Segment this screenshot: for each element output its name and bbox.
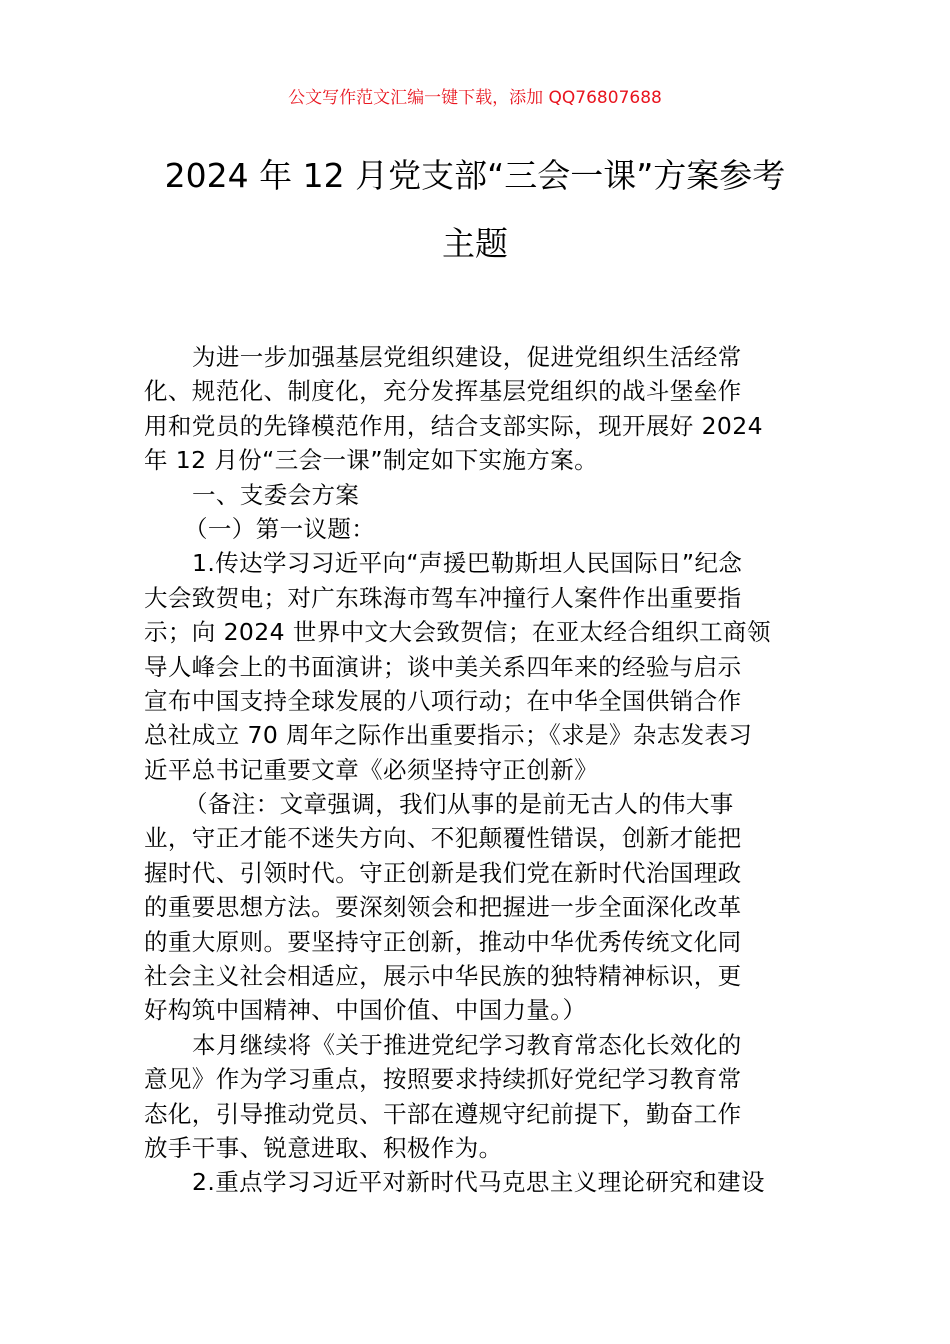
- remark-paragraph-line: 的重大原则。要坚持守正创新，推动中华优秀传统文化同: [144, 927, 742, 956]
- document-title-line-2: 主题: [442, 224, 508, 263]
- remark-paragraph-line: 的重要思想方法。要深刻领会和把握进一步全面深化改革: [144, 893, 742, 922]
- study-focus-paragraph-line: 本月继续将《关于推进党纪学习教育常态化长效化的: [192, 1030, 742, 1059]
- intro-paragraph-line: 用和党员的先锋模范作用，结合支部实际，现开展好 2024: [144, 411, 763, 440]
- study-focus-paragraph-line: 意见》作为学习重点，按照要求持续抓好党纪学习教育常: [144, 1065, 742, 1094]
- download-promo-note: 公文写作范文汇编一键下载，添加 QQ76807688: [288, 88, 662, 108]
- item-1-line: 示；向 2024 世界中文大会致贺信；在亚太经合组织工商领: [144, 618, 771, 647]
- remark-paragraph-line: 好构筑中国精神、中国价值、中国力量。）: [144, 996, 587, 1025]
- document-body: [144, 340, 810, 1200]
- study-focus-paragraph-line: 态化，引导推动党员、干部在遵规守纪前提下，勤奋工作: [144, 1099, 742, 1128]
- item-1-line: 大会致贺电；对广东珠海市驾车冲撞行人案件作出重要指: [144, 583, 742, 612]
- intro-paragraph-line: 年 12 月份“三会一课”制定如下实施方案。: [144, 446, 598, 475]
- intro-paragraph-line: 为进一步加强基层党组织建设，促进党组织生活经常: [192, 343, 742, 371]
- remark-paragraph-line: 业，守正才能不迷失方向、不犯颠覆性错误，创新才能把: [144, 824, 742, 853]
- section-heading-branch-committee: 一、支委会方案: [192, 480, 360, 509]
- remark-paragraph-line: 握时代、引领时代。守正创新是我们党在新时代治国理政: [144, 858, 742, 887]
- intro-paragraph-line: 化、规范化、制度化，充分发挥基层党组织的战斗堡垒作: [144, 377, 742, 406]
- subsection-heading-first-topic: （一）第一议题：: [184, 514, 376, 543]
- item-1-line: 导人峰会上的书面演讲；谈中美关系四年来的经验与启示: [144, 652, 742, 681]
- remark-paragraph-line: 社会主义社会相适应，展示中华民族的独特精神标识，更: [144, 962, 742, 991]
- item-1-line: 宣布中国支持全球发展的八项行动；在中华全国供销合作: [144, 686, 742, 715]
- remark-paragraph-line: （备注：文章强调，我们从事的是前无古人的伟大事: [184, 790, 734, 819]
- item-2-line: 2.重点学习习近平对新时代马克思主义理论研究和建设: [192, 1168, 765, 1197]
- document-title-line-1: 2024 年 12 月党支部“三会一课”方案参考: [164, 156, 786, 195]
- item-1-line: 近平总书记重要文章《必须坚持守正创新》: [144, 755, 599, 784]
- item-1-line: 总社成立 70 周年之际作出重要指示；《求是》杂志发表习: [144, 721, 753, 750]
- item-1-line: 1.传达学习习近平向“声援巴勒斯坦人民国际日”纪念: [192, 549, 743, 578]
- study-focus-paragraph-line: 放手干事、锐意进取、积极作为。: [144, 1133, 503, 1162]
